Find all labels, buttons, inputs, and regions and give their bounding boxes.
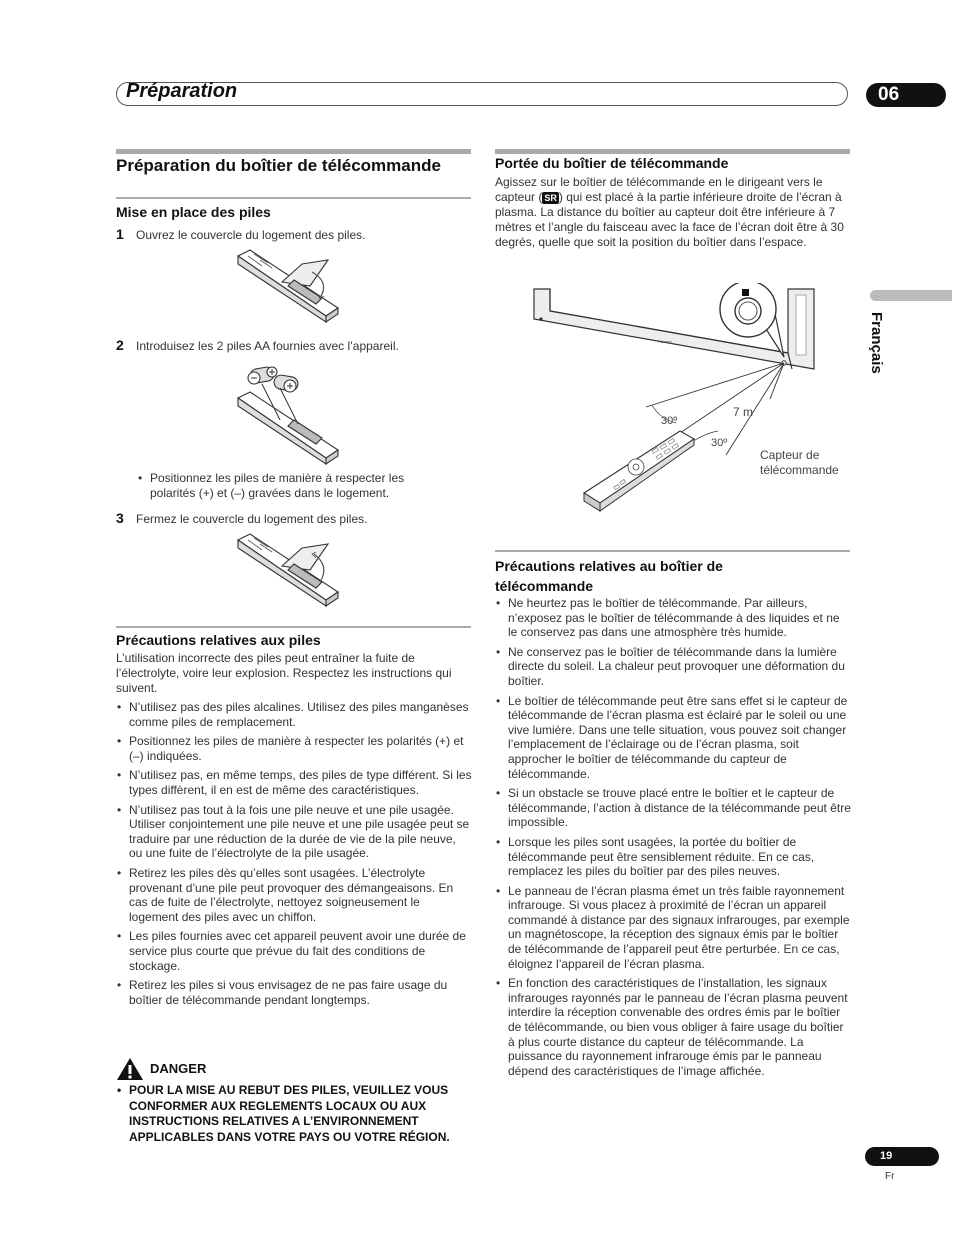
language-label: Français — [868, 312, 885, 374]
danger-text: • POUR LA MISE AU REBUT DES PILES, VEUILLEZ VOUS CONFORMER AUX REGLEMENTS LOCAUX OU AUX INSTRUCTIONS RELATIVES A L’ENVIRONNEMENT APPLICABLES DANS VOTRE PAYS OU VOTRE RÉGION. — [116, 1083, 478, 1145]
remote-close-illustration — [232, 530, 344, 608]
list-item: • N’utilisez pas des piles alcalines. Utilisez des piles manganèses comme piles de remplacement. — [116, 700, 472, 729]
step-2-notes — [137, 471, 437, 505]
danger-list — [116, 1083, 478, 1145]
range-diagram — [530, 283, 852, 523]
step-number: 3 — [116, 510, 124, 526]
remote-precautions-list — [495, 596, 851, 1083]
step-text: Fermez le couvercle du logement des piles. — [136, 512, 368, 526]
precautions-intro: L’utilisation incorrecte des piles peut entraîner la fuite de l’électrolyte, voire leur explosion. Respectez les instructions qui suivent. — [116, 651, 452, 695]
step-number: 1 — [116, 226, 124, 242]
language-tab-bar — [870, 290, 952, 301]
subsection-rule — [116, 197, 471, 199]
precautions-heading: Précautions relatives aux piles — [116, 632, 321, 648]
step-3 — [116, 510, 367, 526]
remote-batteries-illustration — [232, 362, 344, 466]
list-item: • N’utilisez pas tout à la fois une pile neuve et une pile usagée. Utiliser conjointement une pile neuve et une pile usagée peut se traduire par une réduction de la durée de vie de la pile neuve, ou une fuite de l’électrolyte de la pile usagée. — [116, 803, 472, 861]
section-rule — [116, 149, 471, 154]
list-item: • Retirez les piles si vous envisagez de ne pas faire usage du boîtier de télécommande pendant longtemps. — [116, 978, 472, 1007]
list-item: • En fonction des caractéristiques de l’installation, les signaux infrarouges rayonnés par le panneau de l’écran plasma peuvent interdire la réception convenable des ordres émis par le boîtier de télécommande, ou bien vous obliger à faire usage du boîtier à plus courte distance du capteur de télécommande. La puissance du rayonnement infrarouge émis par le panneau dépend des caractéristiques de l’image affichée. — [495, 976, 851, 1078]
chapter-badge: 06 — [866, 83, 946, 107]
list-item: • Le panneau de l’écran plasma émet un très faible rayonnement infrarouge. Si vous placez à proximité de l’écran un appareil commandé à distance par des signaux infrarouges, par exemple un magnétoscope, la réception des signaux émis par le boîtier de télécommande de l’appareil peut être perturbée. En ce cas, éloignez l’appareil de l’écran plasma. — [495, 884, 851, 972]
list-item: • Les piles fournies avec cet appareil peuvent avoir une durée de service plus courte que prévue du fait des conditions de stockage. — [116, 929, 472, 973]
list-item: • Ne conservez pas le boîtier de télécommande dans la lumière directe du soleil. La chaleur peut provoquer une déformation du boîtier. — [495, 645, 851, 689]
sensor-label-line2: télécommande — [760, 463, 839, 477]
range-text-part1: Agissez sur le boîtier de télécommande en le dirigeant vers le capteur ( — [495, 175, 823, 204]
step-2 — [116, 337, 399, 353]
list-item: • Ne heurtez pas le boîtier de télécommande. Par ailleurs, n’exposez pas le boîtier de télécommande à des liquides et ne le conservez pas dans une atmosphère très humide. — [495, 596, 851, 640]
list-item: • Le boîtier de télécommande peut être sans effet si le capteur de télécommande de l’écran plasma est éclairé par le soleil ou une vive lumière. Dans une telle situation, vous pouvez soit changer l’emplacement de l’éclairage ou de l’écran plasma, soit approcher le boîtier de télécommande du capteur de télécommande. — [495, 694, 851, 782]
subsection-rule — [495, 550, 850, 552]
range-text — [495, 175, 851, 250]
remote-open-illustration — [232, 246, 344, 324]
list-item: • Lorsque les piles sont usagées, la portée du boîtier de télécommande peut être sensiblement réduite. En ce cas, remplacez les piles du boîtier par des piles neuves. — [495, 835, 851, 879]
list-item: • Positionnez les piles de manière à respecter les polarités (+) et (–) gravées dans le logement. — [137, 471, 437, 500]
list-item: • Positionnez les piles de manière à respecter les polarités (+) et (–) indiquées. — [116, 734, 472, 763]
list-item: • N’utilisez pas, en même temps, des piles de type différent. Si les types diffèrent, il en est de même des caractéristiques. — [116, 768, 472, 797]
svg-text:Pioneer: Pioneer — [658, 339, 672, 344]
page-number: 19 — [865, 1147, 939, 1166]
sensor-label-line1: Capteur de — [760, 448, 820, 462]
precautions-list — [116, 700, 472, 1012]
page-title: Préparation — [126, 80, 238, 102]
list-item: • Si un obstacle se trouve placé entre le boîtier et le capteur de télécommande, l’action à distance de la télécommande peut être impossible. — [495, 786, 851, 830]
piles-heading: Mise en place des piles — [116, 204, 271, 220]
list-item: • Retirez les piles dès qu’elles sont usagées. L’électrolyte provenant d’une pile peut provoquer des démangeaisons. En cas de fuite de l’électrolyte, nettoyez soigneusement le logement des piles avec un chiffon. — [116, 866, 472, 924]
section-title: Préparation du boîtier de télécommande — [116, 156, 441, 175]
step-text: Ouvrez le couvercle du logement des piles. — [136, 228, 366, 242]
section-rule — [495, 149, 850, 154]
angle-label-right: 30º — [711, 437, 728, 449]
subsection-rule — [116, 626, 471, 628]
angle-label-left: 30º — [661, 415, 678, 427]
warning-icon — [116, 1057, 144, 1081]
remote-precautions-heading: Précautions relatives au boîtier de télécommande — [495, 558, 723, 594]
step-number: 2 — [116, 337, 124, 353]
range-text-part2: ) qui est placé à la partie inférieure droite de l’écran à plasma. La distance du boîtier au capteur doit être inférieure à 7 mètres et l’angle du faisceau avec la face de l’écran doit être à 30 degrés, quelle que soit la position du boîtier dans l’espace. — [495, 190, 844, 249]
step-1 — [116, 226, 365, 242]
sensor-symbol-icon: SR — [544, 193, 557, 203]
page-language: Fr — [885, 1171, 895, 1182]
step-text: Introduisez les 2 piles AA fournies avec l’appareil. — [136, 339, 399, 353]
range-heading: Portée du boîtier de télécommande — [495, 155, 729, 171]
danger-label: DANGER — [150, 1061, 207, 1076]
language-tab — [868, 312, 898, 392]
distance-label: 7 m — [733, 405, 754, 419]
